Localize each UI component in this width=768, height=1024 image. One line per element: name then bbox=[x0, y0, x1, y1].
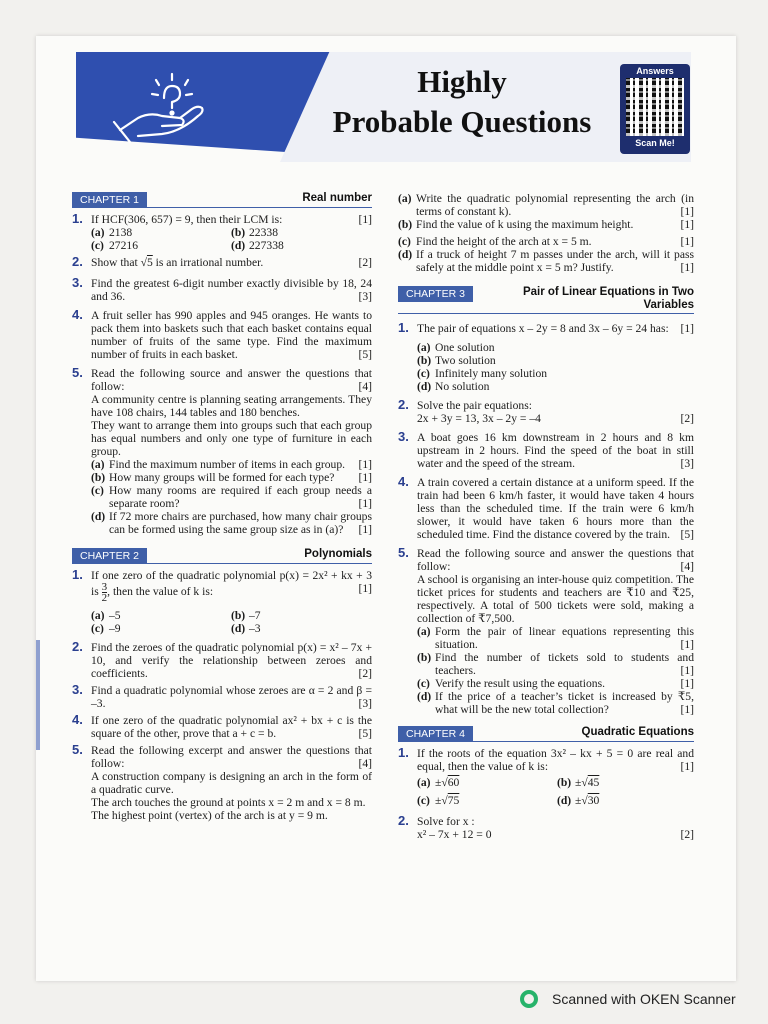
page-title bbox=[302, 62, 622, 142]
left-column bbox=[72, 192, 372, 826]
question: 5. Read the following source and answer the questions that follow: [4] A community centre is planning seating arrangements. They have 108 chairs, 144 tables and 180 benches. They want to arrange them into groups such that each group has equal numbers and only one type of furniture in each group. (a) Find the maximum number of items in each group. [1] (b) How many groups will be formed for each type? [1] (c) How many rooms are required if each group needs a separate room? [1] (d) If 72 more chairs are purchased, how many chair groups can be formed using the same group size as in (a)? [1] bbox=[72, 365, 372, 536]
question: 5. Read the following source and answer the questions that follow: [4] A school is organising an inter-house quiz competition. The ticket prices for students and teachers are ₹10 and ₹25, respectively. A total of 500 tickets were sold, making a collection of ₹7,500. (a) Form the pair of linear equations representing this situation. [1] (b) Find the number of tickets sold to students and teachers. [1] (c) Verify the result using the equations. [1] (d) If the price of a teacher’s ticket is increased by ₹5, what will be the new total collection? [1] bbox=[398, 545, 694, 716]
question: 2. Solve for x : x² – 7x + 12 = 0 [2] bbox=[398, 813, 694, 841]
question: 5. Read the following excerpt and answer the questions that follow: [4] A construction company is designing an arch in the form of a quadratic curve. The arch touches the ground at points x = 2 m and x = 8 m. The highest point (vertex) of the arch is at y = 9 m. bbox=[72, 742, 372, 822]
chapter-name: Pair of Linear Equations in Two Variables bbox=[522, 286, 694, 311]
question: 2. Solve the pair equations: 2x + 3y = 13, 3x – 2y = –4 [2] bbox=[398, 397, 694, 425]
sub-question: (b) Find the value of k using the maximum height. [1] bbox=[398, 218, 694, 231]
chapter-name: Polynomials bbox=[304, 548, 372, 560]
chapter-tag: CHAPTER 2 bbox=[72, 548, 147, 564]
chapter-tag: CHAPTER 4 bbox=[398, 726, 473, 742]
sub-question: (c) Find the height of the arch at x = 5 m. [1] bbox=[398, 235, 694, 248]
question: 4. A train covered a certain distance at a uniform speed. If the train had been 6 km/h faster, it would have taken 4 hours less than the scheduled time. If the train were 6 km/h slower, it would have taken 6 hours more than the scheduled time. Find the distance covered by the train. [5] bbox=[398, 474, 694, 541]
scanner-logo-icon bbox=[520, 990, 538, 1008]
sub-question: (d) If a truck of height 7 m passes under the arch, will it pass safely at the middle point x = 5 m? Justify. [1] bbox=[398, 248, 694, 274]
scanner-footer-text: Scanned with OKEN Scanner bbox=[552, 991, 736, 1007]
chapter-name: Real number bbox=[302, 192, 372, 204]
sub-question: (a) Write the quadratic polynomial representing the arch (in terms of constant k). [1] bbox=[398, 192, 694, 218]
question: 3. Find the greatest 6-digit number exactly divisible by 18, 24 and 36. [3] bbox=[72, 275, 372, 303]
hand-question-icon bbox=[110, 70, 220, 150]
question: 1. If one zero of the quadratic polynomial p(x) = 2x² + kx + 3 is $\frac{3}{2}$ , then the value of k is: [1] (a) –5 (b) –7 (c) –9 (d) –3 bbox=[72, 567, 372, 635]
qr-code-icon[interactable] bbox=[626, 78, 684, 136]
question: 4. A fruit seller has 990 apples and 945 oranges. He wants to pack them into baskets such that each basket contains equal number of fruits of the same type. Find the maximum number of fruits in each basket. [5] bbox=[72, 307, 372, 361]
question: 4. If one zero of the quadratic polynomial ax² + bx + c is the square of the other, prove that a + c = b. [5] bbox=[72, 712, 372, 740]
qr-bottom-label: Scan Me! bbox=[635, 138, 675, 148]
chapter-4-header bbox=[398, 726, 694, 742]
question: 3. A boat goes 16 km downstream in 2 hours and 8 km upstream in 2 hours. Find the speed of the boat in still water and the speed of the stream. [3] bbox=[398, 429, 694, 470]
page-edge-tab bbox=[36, 640, 40, 750]
question: 1. The pair of equations x – 2y = 8 and 3x – 6y = 24 has: [1] (a) One solution (b) Two solution (c) Infinitely many solution (d) No solution bbox=[398, 320, 694, 393]
chapter-3-header bbox=[398, 286, 694, 314]
scanner-footer bbox=[520, 990, 736, 1008]
chapter-2-header bbox=[72, 548, 372, 564]
qr-top-label: Answers bbox=[636, 66, 674, 76]
right-column bbox=[398, 192, 694, 845]
question: 1. If the roots of the equation 3x² – kx + 5 = 0 are real and equal, then the value of k is: [1] (a) ±√60 (b) ±√45 (c) ±√75 (d) ±√30 bbox=[398, 745, 694, 807]
question: 1. [1] If HCF(306, 657) = 9, then their LCM is: (a) 2138 (b) 22338 (c) 27216 (d) 227338 bbox=[72, 211, 372, 252]
question: 3. Find a quadratic polynomial whose zeroes are α = 2 and β = –3. [3] bbox=[72, 682, 372, 710]
chapter-1-header bbox=[72, 192, 372, 208]
chapter-tag: CHAPTER 3 bbox=[398, 286, 473, 302]
chapter-name: Quadratic Equations bbox=[581, 726, 694, 738]
question: 2. [2] Show that √5 is an irrational number. bbox=[72, 254, 372, 269]
qr-answers-box[interactable] bbox=[620, 64, 690, 154]
chapter-tag: CHAPTER 1 bbox=[72, 192, 147, 208]
title-line-1: Highly bbox=[417, 64, 507, 99]
question: 2. Find the zeroes of the quadratic polynomial p(x) = x² – 7x + 10, and verify the relationship between zeroes and coefficients. [2] bbox=[72, 639, 372, 680]
title-line-2: Probable Questions bbox=[332, 104, 592, 139]
